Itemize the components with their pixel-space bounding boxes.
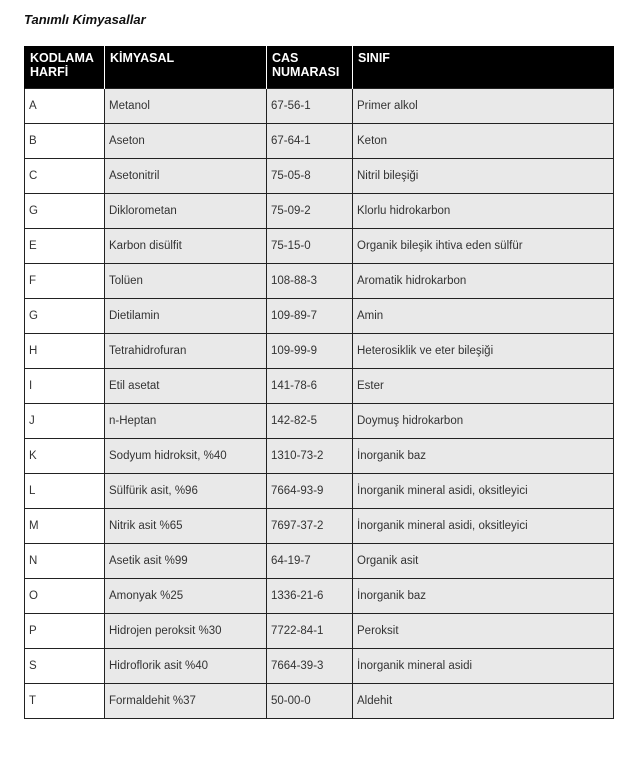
table-row	[25, 614, 614, 649]
cell-class: Primer alkol	[353, 89, 614, 124]
cell-cas-number: 108-88-3	[267, 264, 353, 299]
cell-code-letter: A	[25, 89, 105, 124]
header-code-letter-line2: HARFİ	[30, 65, 69, 79]
cell-chemical: Hidrojen peroksit %30	[105, 614, 267, 649]
header-chemical-line1: KİMYASAL	[110, 51, 175, 65]
header-row	[25, 46, 614, 89]
cell-cas-number: 7664-39-3	[267, 649, 353, 684]
cell-chemical: Hidroflorik asit %40	[105, 649, 267, 684]
table-row	[25, 544, 614, 579]
cell-chemical: Sülfürik asit, %96	[105, 474, 267, 509]
cell-cas-number: 50-00-0	[267, 684, 353, 719]
cell-cas-number: 7664-93-9	[267, 474, 353, 509]
cell-cas-number: 141-78-6	[267, 369, 353, 404]
cell-cas-number: 7697-37-2	[267, 509, 353, 544]
cell-chemical: Formaldehit %37	[105, 684, 267, 719]
header-cas-line1: CAS	[272, 51, 299, 65]
cell-class: İnorganik baz	[353, 579, 614, 614]
cell-code-letter: J	[25, 404, 105, 439]
table-row	[25, 439, 614, 474]
cell-cas-number: 75-05-8	[267, 159, 353, 194]
cell-chemical: Aseton	[105, 124, 267, 159]
cell-code-letter: S	[25, 649, 105, 684]
cell-chemical: Asetonitril	[105, 159, 267, 194]
cell-class: İnorganik baz	[353, 439, 614, 474]
cell-code-letter: T	[25, 684, 105, 719]
table-row	[25, 229, 614, 264]
cell-code-letter: H	[25, 334, 105, 369]
cell-cas-number: 75-15-0	[267, 229, 353, 264]
table-row	[25, 264, 614, 299]
cell-class: Organik bileşik ihtiva eden sülfür	[353, 229, 614, 264]
document-title: Tanımlı Kimyasallar	[24, 12, 146, 27]
cell-cas-number: 67-64-1	[267, 124, 353, 159]
header-cas-number	[267, 46, 353, 89]
header-chemical	[105, 46, 267, 89]
cell-chemical: n-Heptan	[105, 404, 267, 439]
cell-code-letter: F	[25, 264, 105, 299]
header-code-letter-line1: KODLAMA	[30, 51, 94, 65]
table-row	[25, 89, 614, 124]
cell-class: İnorganik mineral asidi	[353, 649, 614, 684]
cell-class: Heterosiklik ve eter bileşiği	[353, 334, 614, 369]
cell-chemical: Tetrahidrofuran	[105, 334, 267, 369]
cell-cas-number: 1310-73-2	[267, 439, 353, 474]
cell-chemical: Asetik asit %99	[105, 544, 267, 579]
cell-class: İnorganik mineral asidi, oksitleyici	[353, 474, 614, 509]
cell-code-letter: N	[25, 544, 105, 579]
header-class-line1: SINIF	[358, 51, 390, 65]
table-row	[25, 474, 614, 509]
cell-class: Aromatik hidrokarbon	[353, 264, 614, 299]
cell-class: Klorlu hidrokarbon	[353, 194, 614, 229]
cell-code-letter: L	[25, 474, 105, 509]
cell-code-letter: G	[25, 299, 105, 334]
chemicals-table	[24, 46, 614, 719]
cell-class: Amin	[353, 299, 614, 334]
cell-code-letter: K	[25, 439, 105, 474]
cell-class: Doymuş hidrokarbon	[353, 404, 614, 439]
cell-chemical: Dietilamin	[105, 299, 267, 334]
table-row	[25, 404, 614, 439]
table-row	[25, 649, 614, 684]
table-row	[25, 299, 614, 334]
header-code-letter	[25, 46, 105, 89]
cell-cas-number: 7722-84-1	[267, 614, 353, 649]
cell-cas-number: 64-19-7	[267, 544, 353, 579]
cell-cas-number: 142-82-5	[267, 404, 353, 439]
cell-cas-number: 109-89-7	[267, 299, 353, 334]
table-row	[25, 684, 614, 719]
table-row	[25, 509, 614, 544]
cell-cas-number: 67-56-1	[267, 89, 353, 124]
cell-cas-number: 109-99-9	[267, 334, 353, 369]
cell-chemical: Karbon disülfit	[105, 229, 267, 264]
cell-code-letter: I	[25, 369, 105, 404]
cell-class: Aldehit	[353, 684, 614, 719]
table-row	[25, 334, 614, 369]
table-row	[25, 369, 614, 404]
cell-class: Keton	[353, 124, 614, 159]
header-class	[353, 46, 614, 89]
table-row	[25, 124, 614, 159]
cell-code-letter: G	[25, 194, 105, 229]
cell-class: Organik asit	[353, 544, 614, 579]
cell-cas-number: 75-09-2	[267, 194, 353, 229]
cell-class: Nitril bileşiği	[353, 159, 614, 194]
cell-chemical: Metanol	[105, 89, 267, 124]
cell-code-letter: P	[25, 614, 105, 649]
cell-code-letter: O	[25, 579, 105, 614]
cell-code-letter: C	[25, 159, 105, 194]
cell-chemical: Sodyum hidroksit, %40	[105, 439, 267, 474]
cell-class: İnorganik mineral asidi, oksitleyici	[353, 509, 614, 544]
cell-class: Peroksit	[353, 614, 614, 649]
cell-code-letter: E	[25, 229, 105, 264]
cell-chemical: Nitrik asit %65	[105, 509, 267, 544]
header-cas-line2: NUMARASI	[272, 65, 340, 79]
table-row	[25, 579, 614, 614]
cell-chemical: Diklorometan	[105, 194, 267, 229]
table-row	[25, 194, 614, 229]
table-row	[25, 159, 614, 194]
table-body	[25, 89, 614, 719]
cell-cas-number: 1336-21-6	[267, 579, 353, 614]
cell-chemical: Tolüen	[105, 264, 267, 299]
cell-class: Ester	[353, 369, 614, 404]
cell-code-letter: B	[25, 124, 105, 159]
cell-chemical: Etil asetat	[105, 369, 267, 404]
cell-chemical: Amonyak %25	[105, 579, 267, 614]
cell-code-letter: M	[25, 509, 105, 544]
